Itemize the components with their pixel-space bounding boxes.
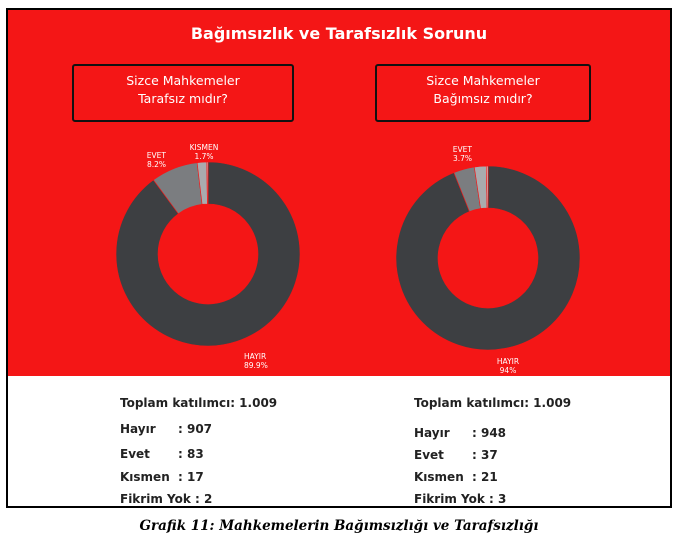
figure-caption: Grafik 11: Mahkemelerin Bağımsızlığı ve Tarafsızlığı [139,518,539,534]
stat-key: Kısmen [120,470,170,484]
stat-value: : 948 [472,426,507,440]
stats-bagimsiz [414,396,654,508]
stat-value: : 2 [195,492,213,506]
question-line: Sizce Mahkemeler [126,73,240,88]
stat-row [120,492,212,506]
question-line: Sizce Mahkemeler [426,73,540,88]
stat-key: Hayır [414,426,450,440]
stat-key: Hayır [120,422,156,436]
question-line: Bağımsız mıdır? [433,91,533,106]
total-participants: Toplam katılımcı: 1.009 [414,396,572,410]
stat-key: Kısmen [414,470,464,484]
donut-chart-bagimsiz [388,130,588,375]
slice-label-evet: EVET 3.7% [452,145,472,163]
stat-value: : 907 [178,422,213,436]
main-title: Bağımsızlık ve Tarafsızlık Sorunu [190,24,488,43]
chart-panel [8,10,670,376]
stat-value: : 37 [472,448,498,462]
stat-row [414,448,498,462]
slice-label-hayir: HAYIR 89.9% [244,352,268,370]
stat-row [120,422,212,436]
question-box-bagimsiz [375,64,591,122]
stat-row [414,470,498,484]
slice-label-evet: EVET 8.2% [146,151,166,169]
stat-key: Evet [414,448,444,462]
question-line: Tarafsız mıdır? [138,91,228,106]
slice-label-hayir: HAYIR 94% [496,357,520,375]
infographic-frame [6,8,672,508]
stats-tarafsiz [120,396,360,508]
stat-key: Fikrim Yok [414,492,485,506]
donut-slice-other-3 [207,162,208,204]
stat-row [414,492,506,506]
stat-row [120,470,204,484]
donut-chart-tarafsiz [108,130,308,370]
stat-value: : 83 [178,447,204,461]
stat-value: : 21 [472,470,498,484]
stat-key: Evet [120,447,150,461]
stat-value: : 3 [489,492,507,506]
stat-value: : 17 [178,470,204,484]
stat-row [120,447,204,461]
question-box-tarafsiz [72,64,294,122]
slice-label-kismen: KISMEN 1.7% [189,143,219,161]
total-participants: Toplam katılımcı: 1.009 [120,396,278,410]
stat-row [414,426,506,440]
stat-key: Fikrim Yok [120,492,191,506]
